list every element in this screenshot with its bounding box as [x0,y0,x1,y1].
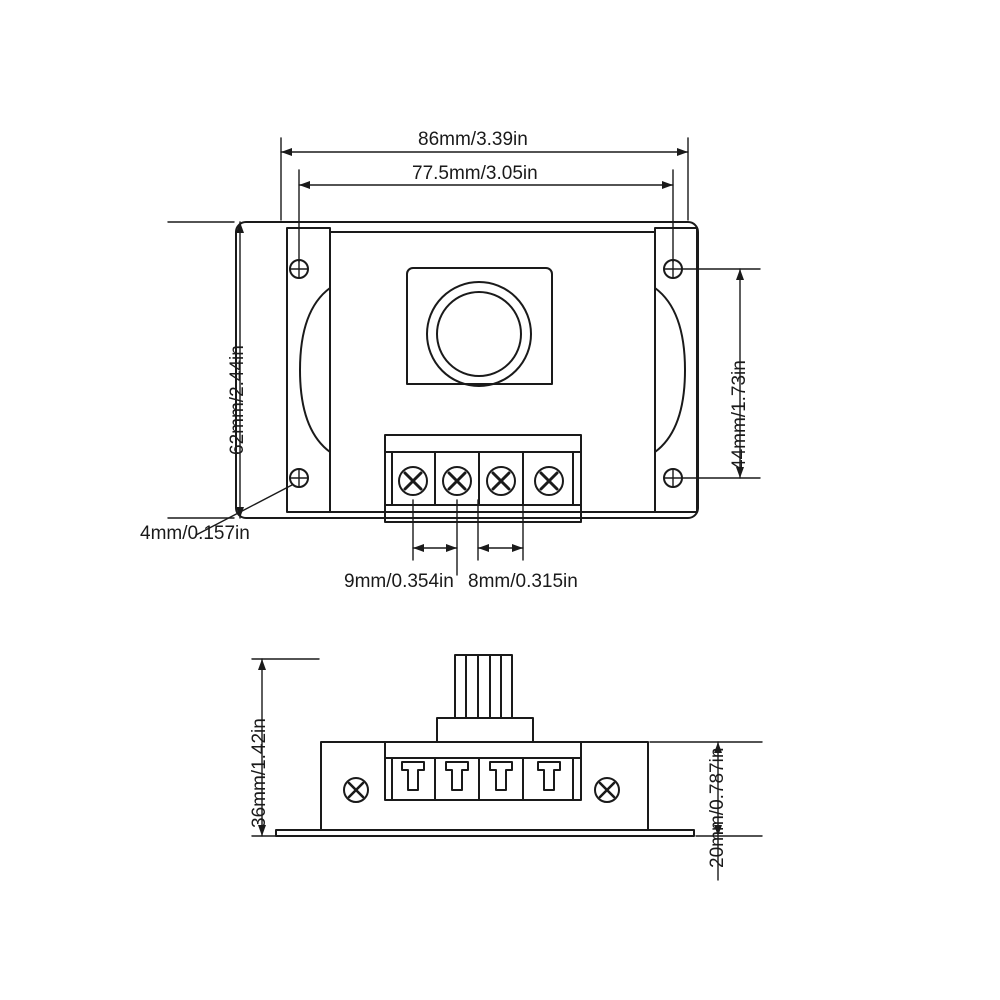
dim-label-mounting-hole-diameter: 4mm/0.157in [140,523,250,544]
dim-label-overall-width: 86mm/3.39in [418,129,528,150]
side-terminal-block [385,742,581,800]
side-body-outline [321,742,648,830]
dim-label-side-depth: 20mm/0.787in [707,747,728,868]
dim-label-terminal-pitch-2: 8mm/0.315in [468,571,578,592]
dim-label-mounting-hole-height: 44mm/1.73in [729,360,750,470]
dim-label-overall-height: 62mm/2.44in [227,345,248,455]
side-terminal-slot-1 [402,762,424,790]
dim-label-side-height: 36mm/1.42in [249,718,270,828]
side-terminal-slot-3 [490,762,512,790]
terminal-screw-1 [399,467,427,495]
terminal-screw-2 [443,467,471,495]
knob-shaft-body [455,655,512,718]
terminal-screw-3 [487,467,515,495]
front-body-outline [236,222,698,518]
knob-base-flange [437,718,533,742]
dim-label-mounting-hole-width: 77.5mm/3.05in [412,163,538,184]
knob-shaft-ribs [466,655,501,718]
side-terminal-dividers [392,758,573,800]
front-dimension-lines [168,138,760,575]
knob-outer-circle [427,282,531,386]
dim-label-terminal-pitch-1: 9mm/0.354in [344,571,454,592]
side-case-screw-left [344,778,368,802]
side-terminal-slot-2 [446,762,468,790]
side-case-screw-right [595,778,619,802]
side-view-group [276,655,694,836]
side-base-plate [276,830,694,836]
knob-inner-circle [437,292,521,376]
terminal-screw-4 [535,467,563,495]
side-terminal-slot-4 [538,762,560,790]
front-view-group [236,222,698,522]
